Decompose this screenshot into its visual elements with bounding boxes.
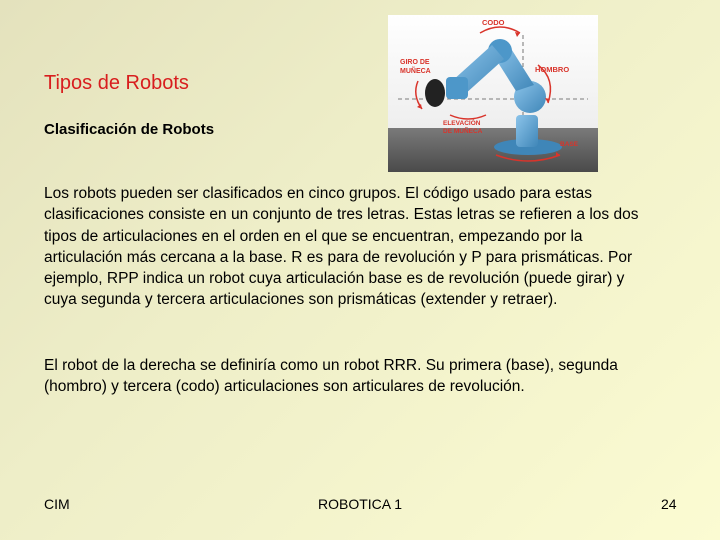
footer-left: CIM [44,496,70,512]
slide-subtitle: Clasificación de Robots [44,121,215,138]
paragraph-rrr-robot [44,355,659,398]
paragraph-rrr-text-after: . Su primera (base), segunda (hombro) y tercera (codo) articulaciones son articulares de revolución. [44,357,618,396]
figure-label-shoulder: HOMBRO [535,65,570,74]
figure-label-base: BASE [560,141,579,148]
robot-arm-illustration [388,15,598,172]
figure-label-wrist-elevation-2: DE MUÑECA [443,128,483,135]
figure-label-wrist-rotation-1: GIRO DE [400,59,430,66]
slide-title: Tipos de Robots [44,72,189,94]
figure-label-elbow: CODO [482,18,505,27]
figure-label-wrist-rotation-2: MUÑECA [400,68,431,75]
page-number: 24 [661,496,677,512]
paragraph-classification: Los robots pueden ser clasificados en cinco grupos. El código usado para estas clasificaciones consiste en un conjunto de tres letras. Estas letras se refieren a los dos tipos de articulaciones en el orden en el que se encuentran, empezando por la articulación más cercana a la base. R es para de revolución y P para prismáticas. Por ejemplo, RPP indica un robot cuya articulación base es de revolución (puede girar) y cuya segunda y tercera articulaciones son prismáticas (extender y retraer). [44,185,639,309]
footer-center: ROBOTICA 1 [318,496,403,512]
figure-label-wrist-elevation-1: ELEVACIÓN [443,120,481,127]
paragraph-rrr-text-before: El robot de la derecha se definiría como un robot [44,357,384,374]
rrr-emphasis: RRR [383,357,418,374]
robot-arm-figure [388,15,598,172]
